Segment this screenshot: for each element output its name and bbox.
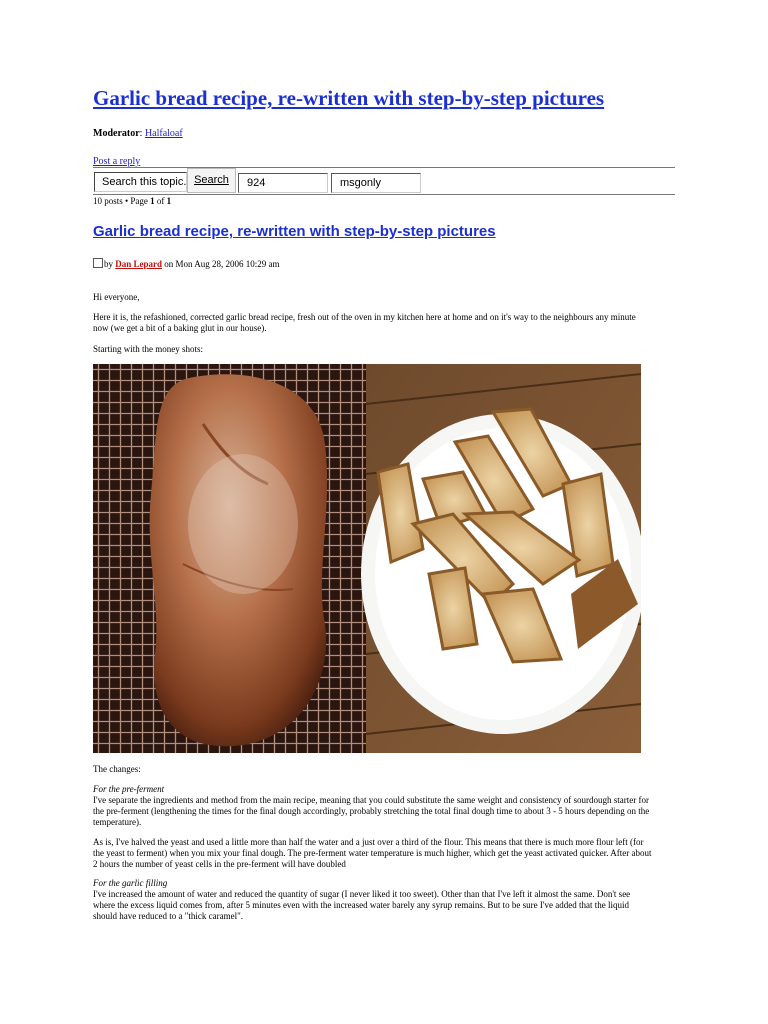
msgonly-field[interactable] [331, 173, 421, 193]
post-date: on Mon Aug 28, 2006 10:29 am [162, 259, 280, 269]
page-total: 1 [166, 196, 172, 206]
bread-photo [93, 364, 641, 753]
filling-heading-text: For the garlic filling [93, 878, 168, 888]
page-of: of [154, 196, 167, 206]
moderator-link[interactable]: Halfaloaf [144, 128, 183, 139]
search-input[interactable] [94, 172, 187, 192]
preferment-heading [93, 784, 653, 795]
search-button-label: Search [194, 174, 229, 186]
filling-text: I've increased the amount of water and reduced the quantity of sugar (I never liked it too sweet). Other than that I've left it almost the same. Don't see where the excess liquid comes from, after 5 minutes even with the increased water barely any syrup remains. But to be sure I've added that the liquid should have reduced to a "thick caramel". [93, 889, 631, 921]
author-link[interactable]: Dan Lepard [115, 259, 163, 269]
topic-id-field[interactable] [238, 173, 328, 193]
preferment-heading-text: For the pre-ferment [93, 784, 165, 794]
intro-text: Here it is, the refashioned, corrected garlic bread recipe, fresh out of the oven in my kitchen here at home and on it's way to the neighbours any minute now (we get a bit of a baking glut in our house). [93, 312, 636, 333]
post-meta [93, 258, 280, 269]
preferment-text-1: I've separate the ingredients and method from the main recipe, meaning that you could substitute the same weight and consistency of sourdough starter for the pre-ferment (lengthening the times for the final dough accordingly, probably stretching the total final dough time to about 3 - 5 hours depending on the temperature). [93, 795, 650, 827]
posts-count [93, 196, 171, 206]
by-label: by [104, 259, 116, 269]
moderator-line: Moderator: Halfaloaf [93, 128, 183, 139]
post-icon[interactable] [93, 258, 103, 268]
greeting: Hi everyone, [93, 292, 140, 302]
post-reply-link[interactable]: Post a reply [93, 156, 141, 167]
posts-count-text: 10 posts • Page [93, 196, 151, 206]
page-current: 1 [150, 196, 155, 206]
search-button[interactable] [187, 168, 236, 193]
preferment-text-2: As is, I've halved the yeast and used a little more than half the water and a just over a third of the flour. This means that there is much more flour left (for the yeast to ferment) when you mix your final dough. The pre-ferment water temperature is much higher, which get the yeast activated quicker. After about 2 hours the number of yeast cells in the pre-ferment will have doubled [93, 837, 652, 869]
filling-heading [93, 878, 653, 889]
money-shots-text: Starting with the money shots: [93, 344, 203, 354]
toolbar-divider-top [93, 167, 675, 168]
post-title[interactable]: Garlic bread recipe, re-written with step-by-step pictures [93, 223, 496, 240]
page-title[interactable]: Garlic bread recipe, re-written with step-by-step pictures [93, 86, 605, 110]
changes-heading: The changes: [93, 764, 141, 774]
toolbar-divider-bottom [93, 194, 675, 195]
moderator-label: Moderator [93, 128, 140, 139]
